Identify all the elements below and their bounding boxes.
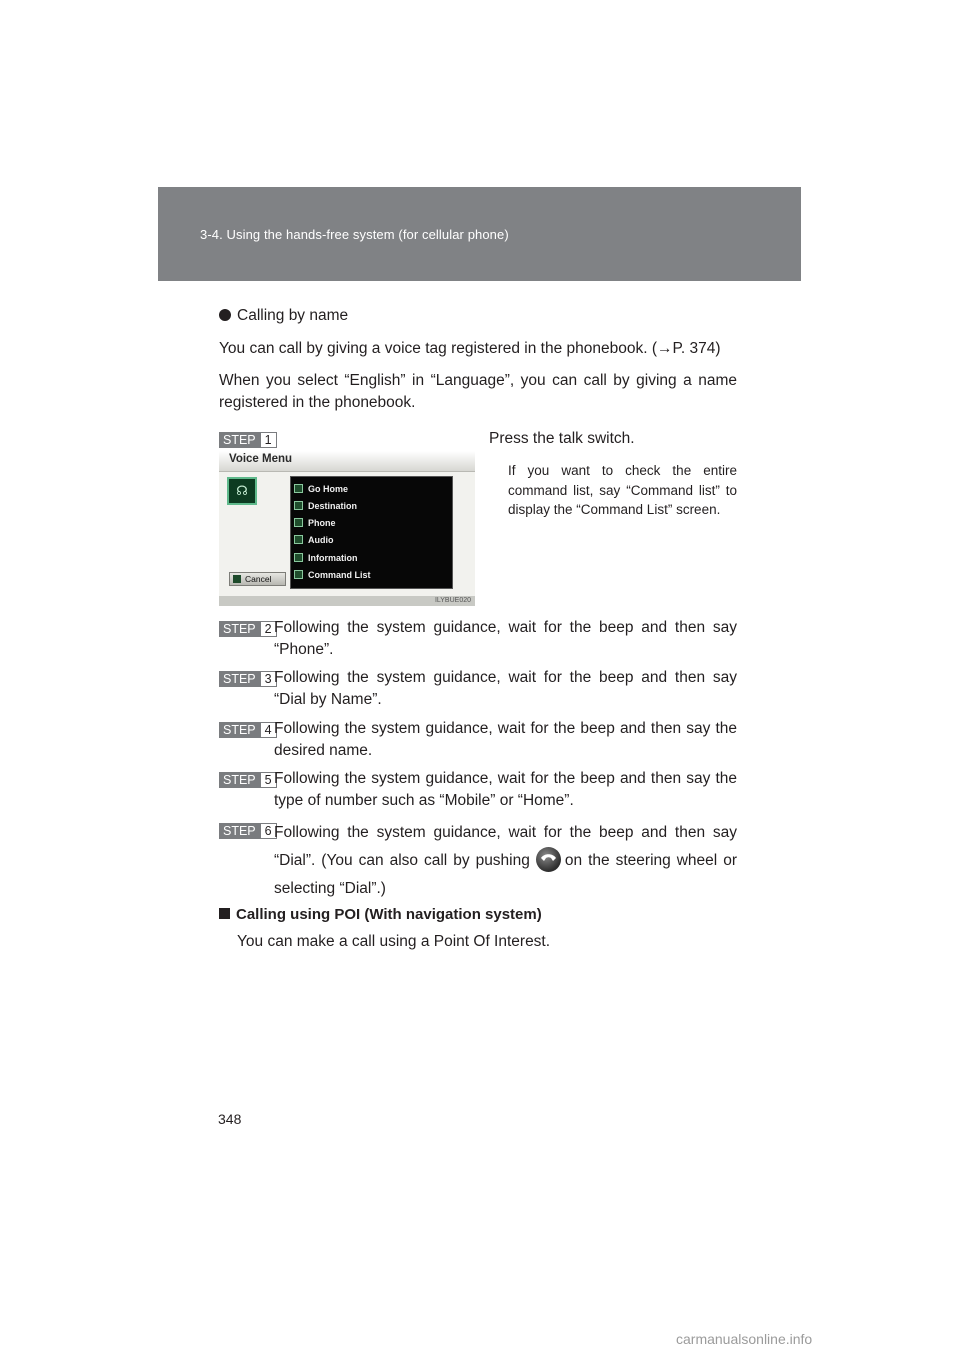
step-6-badge: STEP 6 — [219, 823, 277, 839]
step-1-note: If you want to check the entire command list, say “Command list” to display the “Command List” screen. — [508, 463, 737, 517]
page-reference[interactable]: P. 374) — [672, 340, 721, 357]
step-3-text: Following the system guidance, wait for the beep and then say “Dial by Name”. — [274, 669, 737, 708]
voice-command-icon — [294, 518, 303, 527]
step-4-text: Following the system guidance, wait for the beep and then say the desired name. — [274, 720, 737, 759]
header-band — [158, 187, 801, 281]
cancel-button[interactable]: Cancel — [229, 572, 286, 586]
step-6-text: Following the system guidance, wait for the beep and then say “Dial”. (You can also call by pushing on the steering wheel or selecting “Dial”.) — [274, 824, 737, 897]
voice-command-icon — [294, 535, 303, 544]
step-5-badge: STEP 5 — [219, 772, 277, 788]
step-1-text: Press the talk switch. — [489, 430, 635, 447]
voice-command-icon — [294, 570, 303, 579]
voice-icon: ☊ — [227, 477, 257, 505]
voice-menu-list — [290, 476, 453, 589]
menu-item-audio[interactable]: Audio — [294, 532, 334, 547]
arrow-icon: → — [657, 340, 673, 357]
voice-command-icon — [294, 484, 303, 493]
voice-command-icon — [294, 553, 303, 562]
voice-menu-screenshot — [219, 451, 475, 606]
square-bullet-icon — [219, 908, 230, 919]
watermark: carmanualsonline.info — [676, 1331, 813, 1347]
subsection-heading: Calling using POI (With navigation system) — [219, 904, 542, 926]
menu-item-phone[interactable]: Phone — [294, 515, 336, 530]
menu-item-command-list[interactable]: Command List — [294, 567, 371, 582]
paragraph-phonebook: You can call by giving a voice tag registered in the phonebook. (→P. 374) — [219, 340, 721, 357]
voice-command-icon — [294, 501, 303, 510]
screen-title: Voice Menu — [229, 453, 293, 465]
paragraph-language: When you select “English” in “Language”, you can call by giving a name registered in the phonebook. — [219, 372, 737, 411]
step-2-text: Following the system guidance, wait for the beep and then say “Phone”. — [274, 619, 737, 658]
section-title: 3-4. Using the hands-free system (for cellular phone) — [200, 227, 509, 242]
step-5-text: Following the system guidance, wait for the beep and then say the type of number such as “Mobile” or “Home”. — [274, 770, 737, 809]
voice-command-icon — [233, 575, 241, 583]
step-4-badge: STEP 4 — [219, 722, 277, 738]
menu-item-go-home[interactable]: Go Home — [294, 481, 348, 496]
bullet-icon — [219, 309, 231, 321]
step-3-badge: STEP 3 — [219, 671, 277, 687]
subsection-text: You can make a call using a Point Of Interest. — [237, 933, 551, 950]
image-code: ILYBUE020 — [434, 597, 471, 604]
phone-switch-icon — [536, 847, 561, 872]
screen-titlebar — [219, 451, 475, 472]
menu-item-destination[interactable]: Destination — [294, 498, 357, 513]
page-number: 348 — [218, 1111, 242, 1127]
bullet-heading: Calling by name — [219, 305, 348, 327]
menu-item-information[interactable]: Information — [294, 550, 358, 565]
step-2-badge: STEP 2 — [219, 621, 277, 637]
step-1-badge: STEP 1 — [219, 432, 277, 448]
